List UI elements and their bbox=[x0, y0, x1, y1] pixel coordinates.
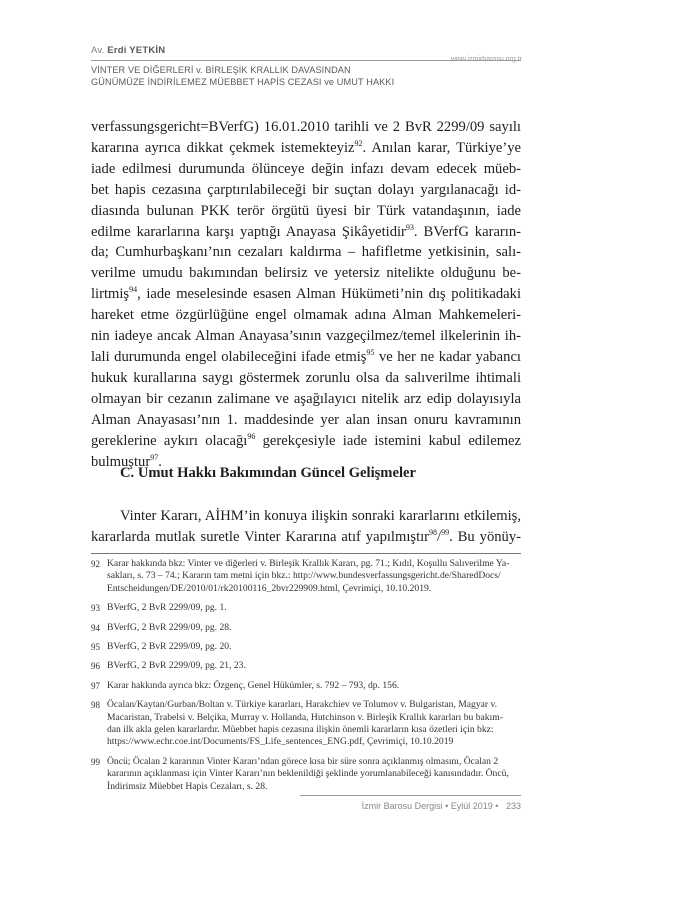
body-line-text: lali durumunda engel olabileceğini ifade etmiş bbox=[91, 348, 367, 365]
footnote-line: kararının açıklanması için Vinter Kararı’nın beklenildiği şeklinde yorumlanabileceği kanısındadır. Öncü, bbox=[107, 768, 509, 780]
body-line-text: diasında bulunan PKK terör örgütü üyesi bir Türk vatandaşının, iade bbox=[91, 202, 521, 219]
paragraph-2 bbox=[91, 506, 521, 548]
body-line-text: bet hapis cezasına çarptırılabileceği bir suçtan dolayı yargılanacağı id- bbox=[91, 181, 521, 198]
footnote-line: Öncü; Öcalan 2 kararının Vinter Kararı’ndan görece kısa bir süre sonra açıklanmış olmasını, Öcalan 2 bbox=[107, 755, 499, 767]
footnote-97 bbox=[91, 680, 521, 692]
footnote-ref-93[interactable]: 93 bbox=[405, 222, 414, 232]
footnote-number: 95 bbox=[91, 642, 100, 653]
author-prefix: Av. bbox=[91, 45, 105, 56]
p2-text-b: . Bu yönüy- bbox=[449, 528, 521, 545]
footnote-rule bbox=[91, 553, 521, 554]
body-line-text: verfassungsgericht=BVerfG) 16.01.2010 tarihli ve 2 BvR 2299/09 sayılı bbox=[91, 119, 521, 135]
body-line-text-after: ve her ne kadar yabancı bbox=[374, 348, 521, 365]
footnote-ref-92[interactable]: 92 bbox=[354, 139, 363, 149]
footnote-92 bbox=[91, 558, 521, 595]
footer bbox=[362, 801, 521, 811]
footnote-95 bbox=[91, 641, 521, 653]
body-line bbox=[91, 389, 521, 410]
header-title-line1: VİNTER VE DİĞERLERİ v. BİRLEŞİK KRALLIK DAVASINDAN bbox=[91, 65, 351, 75]
footnote-ref-96[interactable]: 96 bbox=[247, 431, 256, 441]
body-line-text-after: . Anılan karar, Türkiye’ye bbox=[362, 139, 521, 156]
body-line-text: olmayan bir cezanın zalimane ve aşağılayıcı nitelik arz edip dolayısıyla bbox=[91, 390, 521, 407]
footnote-93 bbox=[91, 602, 521, 614]
footnote-line: BVerfG, 2 BvR 2299/09, pg. 28. bbox=[107, 621, 232, 633]
body-line bbox=[91, 347, 521, 368]
body-line bbox=[91, 368, 521, 389]
footnote-number: 93 bbox=[91, 603, 100, 614]
footnote-line: Karar hakkında ayrıca bkz: Özgenç, Genel Hükümler, s. 792 – 793, dp. 156. bbox=[107, 679, 400, 691]
footnote-ref-94[interactable]: 94 bbox=[129, 285, 138, 295]
body-line-text: hukuk kurallarına saygı göstermek zorunlu olsa da salıverilme ihtimali bbox=[91, 369, 521, 386]
footer-divider bbox=[300, 795, 521, 796]
footnote-94 bbox=[91, 622, 521, 634]
footnote-ref-99[interactable]: 99 bbox=[441, 528, 450, 538]
body-line bbox=[91, 180, 521, 201]
footnote-line: Karar hakkında bkz: Vinter ve diğerleri v. Birleşik Krallık Kararı, pg. 71.; Kıdıl, Koşullu Salıverilme Ya- bbox=[107, 558, 510, 569]
section-heading: C. Umut Hakkı Bakımından Güncel Gelişmeler bbox=[120, 465, 416, 481]
body-line-text: kararına ayrıca dikkat çekmek istemekteyiz bbox=[91, 139, 355, 156]
paragraph-2-line2 bbox=[91, 527, 521, 548]
body-line-text-after: . BVerfG kararın- bbox=[413, 223, 521, 240]
body-line-text: nin iadeye ancak Alman Anayasa’sının vazgeçilmez/temel ilkelerinin ih- bbox=[91, 328, 521, 345]
body-line bbox=[91, 410, 521, 431]
footnote-number: 97 bbox=[91, 680, 100, 691]
footnote-line: BVerfG, 2 BvR 2299/09, pg. 21, 23. bbox=[107, 660, 246, 672]
footnote-text bbox=[107, 602, 521, 614]
footnote-number: 96 bbox=[91, 661, 100, 672]
body-line bbox=[91, 326, 521, 347]
body-line-text: lirtmiş bbox=[91, 286, 130, 303]
footnote-line: BVerfG, 2 BvR 2299/09, pg. 20. bbox=[107, 641, 232, 653]
footnote-number: 99 bbox=[91, 756, 100, 767]
body-line bbox=[91, 159, 521, 180]
footnote-text bbox=[107, 756, 521, 793]
body-line-text: gereklerine aykırı olacağı bbox=[91, 432, 248, 449]
body-line-text-after: , iade meselesinde esasen Alman Hükümeti’nin dış politikadaki bbox=[137, 286, 521, 303]
footnote-99 bbox=[91, 756, 521, 793]
footnote-ref-95[interactable]: 95 bbox=[366, 348, 375, 358]
body-line bbox=[91, 201, 521, 222]
body-line-text: Alman Anayasası’nın 1. maddesinde yer alan insan onuru kavramının bbox=[91, 411, 521, 428]
body-line-text-after: gerekçesiyle iade istemini kabul edilemez bbox=[255, 432, 522, 449]
body-line-text: edilme kararlarına karşı yaptığı Anayasa Şikâyetidir bbox=[91, 223, 406, 240]
body-line bbox=[91, 263, 521, 284]
body-paragraph bbox=[91, 117, 521, 472]
body-line bbox=[91, 222, 521, 243]
footnote-number: 92 bbox=[91, 559, 100, 569]
body-line bbox=[91, 431, 521, 452]
body-line-text: iade edilmesi durumunda ölünceye değin infazı devam edecek müeb- bbox=[91, 160, 521, 177]
footnote-text bbox=[107, 660, 521, 672]
footnote-ref-98[interactable]: 98 bbox=[429, 528, 438, 538]
body-line bbox=[91, 284, 521, 305]
footnotes bbox=[91, 558, 521, 800]
footnote-line: Entscheidungen/DE/2010/01/rk20100116_2bvr229909.html, Çevrimiçi, 10.10.2019. bbox=[107, 582, 432, 594]
footnote-98 bbox=[91, 699, 521, 749]
p2-slash: / bbox=[437, 528, 442, 545]
footnote-line: dan ilk akla gelen kararlardır. Müebbet hapis cezasına ilişkin önemli kararların kısa özetleri için bkz: bbox=[107, 724, 494, 736]
p2-text-a: kararlarda mutlak suretle Vinter Kararına atıf yapılmıştır bbox=[91, 528, 430, 545]
footnote-96 bbox=[91, 660, 521, 672]
body-line bbox=[91, 138, 521, 159]
page-number: 233 bbox=[505, 801, 521, 811]
footnote-number: 94 bbox=[91, 622, 100, 633]
footnote-number: 98 bbox=[91, 700, 100, 711]
header-author bbox=[91, 45, 165, 56]
header-title bbox=[91, 64, 394, 88]
author-name: Erdi YETKİN bbox=[107, 45, 166, 56]
footnote-text bbox=[107, 699, 521, 749]
footer-journal: İzmir Barosu Dergisi • Eylül 2019 • bbox=[361, 801, 499, 811]
footnote-text bbox=[107, 622, 521, 634]
header-divider bbox=[91, 60, 521, 61]
paragraph-2-line1: Vinter Kararı, AİHM’in konuya ilişkin sonraki kararlarını etkilemiş, bbox=[120, 508, 521, 524]
footnote-text bbox=[107, 641, 521, 653]
body-line bbox=[91, 117, 521, 138]
footnote-text bbox=[107, 558, 521, 595]
body-line-text: hareket etme özgürlüğüne engel olmamak adına Alman Mahkemeleri- bbox=[91, 307, 521, 324]
footnote-line: Öcalan/Kaytan/Gurban/Boltan v. Türkiye kararları, Harakchiev ve Tolumov v. Bulgaristan, Magyar v. bbox=[107, 699, 498, 711]
footnote-line: İndirimsiz Müebbet Hapis Cezaları, s. 28. bbox=[107, 780, 268, 792]
footnote-line: Macaristan, Trabelsi v. Belçika, Murray v. Hollanda, Hutchinson v. Birleşik Krallık kararları bu bakım- bbox=[107, 711, 503, 723]
body-line-text-after: . bbox=[158, 453, 162, 470]
footnote-text bbox=[107, 680, 521, 692]
footnote-line[interactable]: https://www.echr.coe.int/Documents/FS_Life_sentences_ENG.pdf, Çevrimiçi, 10.10.2019 bbox=[107, 736, 454, 748]
header-title-line2: GÜNÜMÜZE İNDİRİLEMEZ MÜEBBET HAPİS CEZASI ve UMUT HAKKI bbox=[91, 77, 395, 87]
body-line bbox=[91, 305, 521, 326]
body-line-text: da; Cumhurbaşkanı’nın cezaları kaldırma – hafifletme yetkisinin, salı- bbox=[91, 244, 521, 261]
footnote-ref-97[interactable]: 97 bbox=[150, 452, 159, 462]
footnote-line: sakları, s. 73 – 74.; Kararın tam metni için bkz.: http://www.bundesverfassungsgericht.de/SharedDocs/ bbox=[107, 570, 501, 582]
header-url: www.izmirbarosu.org.tr bbox=[450, 56, 522, 63]
body-line-text: bulmuştur bbox=[91, 453, 151, 470]
footnote-line: BVerfG, 2 BvR 2299/09, pg. 1. bbox=[107, 602, 227, 614]
body-line bbox=[91, 242, 521, 263]
body-line-text: verilme umudu bakımından belirsiz ve yetersiz nitelikte olduğunu be- bbox=[91, 265, 521, 282]
